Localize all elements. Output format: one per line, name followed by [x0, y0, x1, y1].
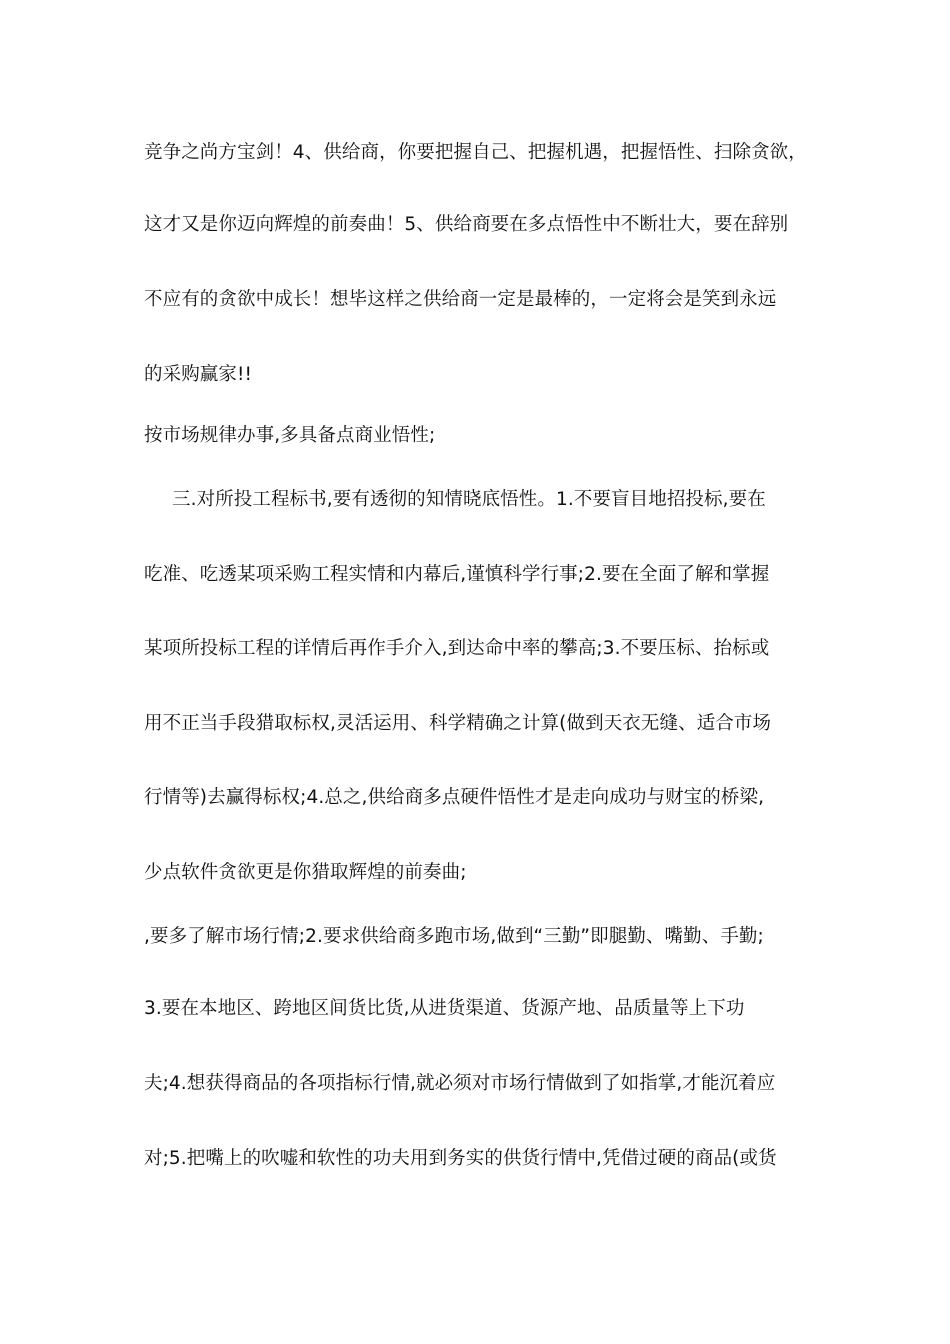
text-line-6: 三.对所投工程标书,要有透彻的知情晓底悟性。1.不要盲目地招投标,要在 — [172, 489, 766, 510]
text-line-3: 不应有的贪欲中成长！想毕这样之供给商一定是最棒的，一定将会是笑到永远 — [144, 289, 777, 310]
text-line-15: 对;5.把嘴上的吹嘘和软性的功夫用到务实的供货行情中,凭借过硬的商品(或货 — [144, 1148, 777, 1169]
text-line-5: 按市场规律办事,多具备点商业悟性; — [144, 425, 436, 446]
text-line-9: 用不正当手段猎取标权,灵活运用、科学精确之计算(做到天衣无缝、适合市场 — [144, 713, 772, 734]
text-line-10: 行情等)去赢得标权;4.总之,供给商多点硬件悟性才是走向成功与财宝的桥梁, — [144, 787, 765, 808]
text-line-1: 竞争之尚方宝剑！4、供给商，你要把握自己、把握机遇，把握悟性、扫除贪欲， — [144, 142, 807, 163]
text-line-7: 吃准、吃透某项采购工程实情和内幕后,谨慎科学行事;2.要在全面了解和掌握 — [144, 564, 770, 585]
text-line-13: 3.要在本地区、跨地区间货比货,从进货渠道、货源产地、品质量等上下功 — [144, 998, 745, 1019]
text-line-8: 某项所投标工程的详情后再作手介入,到达命中率的攀高;3.不要压标、抬标或 — [144, 638, 770, 659]
text-line-11: 少点软件贪欲更是你猎取辉煌的前奏曲; — [144, 862, 467, 883]
text-line-12: ,要多了解市场行情;2.要求供给商多跑市场,做到“三勤”即腿勤、嘴勤、手勤; — [144, 926, 764, 947]
text-line-2: 这才又是你迈向辉煌的前奏曲！5、供给商要在多点悟性中不断壮大，要在辞别 — [144, 214, 789, 235]
text-line-4: 的采购赢家!! — [144, 364, 253, 385]
text-line-14: 夫;4.想获得商品的各项指标行情,就必须对市场行情做到了如指掌,才能沉着应 — [144, 1073, 776, 1094]
